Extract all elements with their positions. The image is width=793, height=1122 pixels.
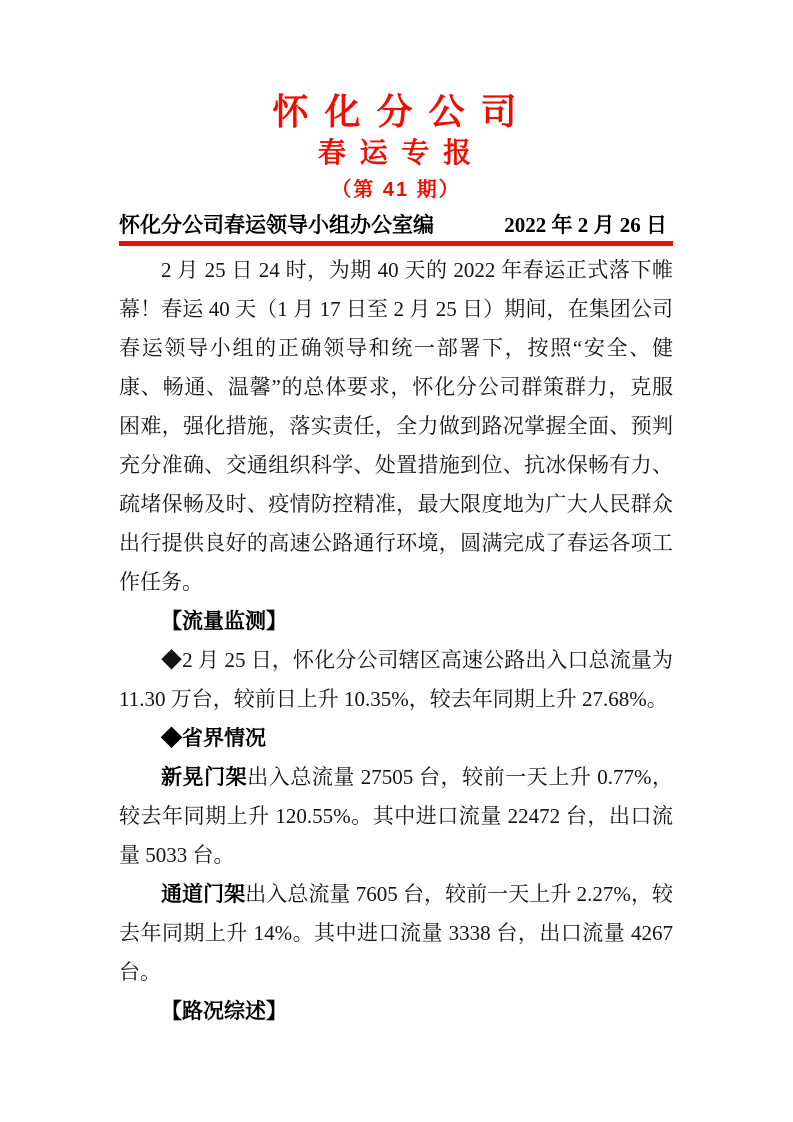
gantry-name-tongdao: 通道门架: [161, 883, 246, 906]
issue-number: （第 41 期）: [331, 179, 461, 201]
report-title: 春 运 专 报: [317, 137, 475, 168]
subsection-heading-provincial-border: ◆省界情况: [161, 727, 266, 750]
red-divider-line: [119, 241, 673, 246]
masthead: [119, 92, 673, 246]
gantry-detail-tongdao: 出入总流量 7605 台，较前一天上升 2.27%，较去年同期上升 14%。其中进口流量 3338 台，出口流量 4267 台。: [119, 882, 673, 984]
section-heading-flow-monitoring: 【流量监测】: [161, 610, 287, 633]
publish-date: 2022 年 2 月 26 日: [504, 213, 667, 237]
editor-label: 怀化分公司春运领导小组办公室编: [119, 213, 434, 237]
gantry-paragraph-tongdao: [119, 875, 673, 992]
gantry-name-xinhuang: 新晃门架: [161, 766, 248, 789]
total-flow-paragraph: ◆2 月 25 日，怀化分公司辖区高速公路出入口总流量为 11.30 万台，较前日上升 10.35%，较去年同期上升 27.68%。: [119, 648, 673, 711]
gantry-paragraph-xinhuang: [119, 758, 673, 875]
intro-paragraph: 2 月 25 日 24 时，为期 40 天的 2022 年春运正式落下帷幕！春运 40 天（1 月 17 日至 2 月 25 日）期间，在集团公司春运领导小组的正确领导和统一部署下，按照“安全、健康、畅通、温馨”的总体要求，怀化分公司群策群力，克服困难，强化措施，落实责任，全力做到路况掌握全面、预判充分准确、交通组织科学、处置措施到位、抗冰保畅有力、疏堵保畅及时、疫情防控精准，最大限度地为广大人民群众出行提供良好的高速公路通行环境，圆满完成了春运各项工作任务。: [119, 258, 673, 594]
document-body: [119, 251, 673, 1031]
section-heading-road-summary: 【路况综述】: [161, 1000, 287, 1023]
company-title: 怀 化 分 公 司: [272, 91, 520, 132]
gantry-detail-xinhuang: 出入总流量 27505 台，较前一天上升 0.77%，较去年同期上升 120.55%。其中进口流量 22472 台，出口流量 5033 台。: [119, 765, 674, 867]
editor-row: [119, 213, 673, 238]
